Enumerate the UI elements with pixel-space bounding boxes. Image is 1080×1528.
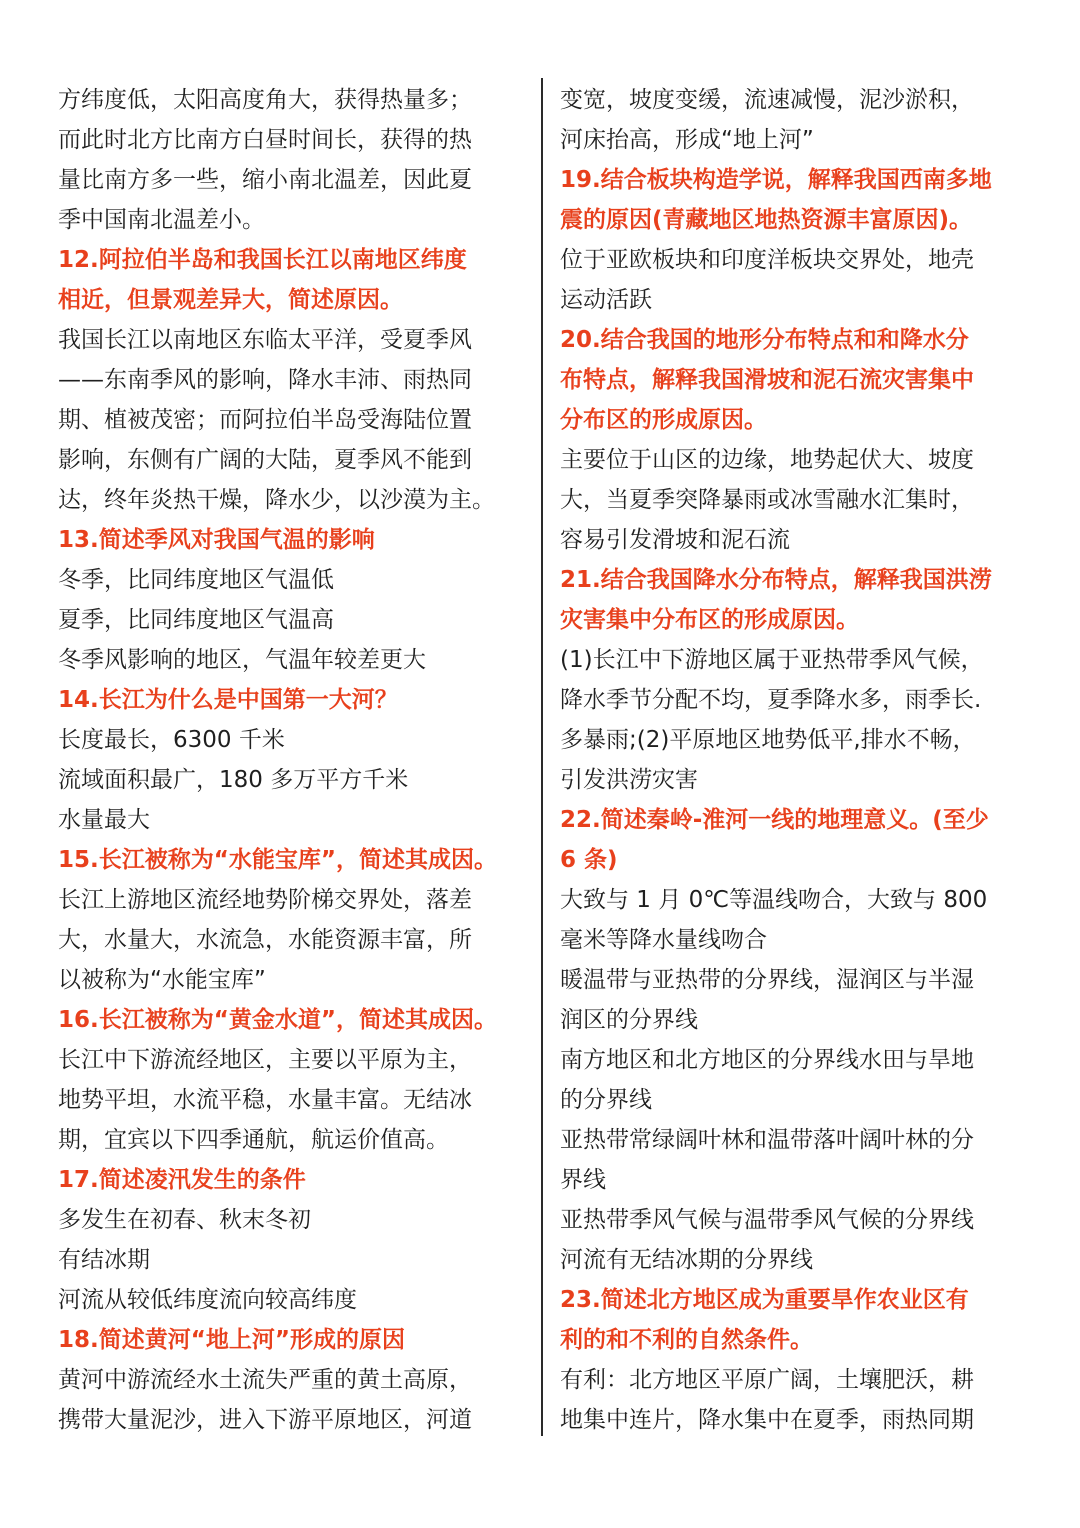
answer-line: 河床抬高，形成“地上河” bbox=[560, 127, 814, 153]
answer-line: 南方地区和北方地区的分界线水田与旱地 bbox=[560, 1047, 974, 1073]
answer-line: 长度最长，6300 千米 bbox=[58, 727, 285, 753]
answer-line: 变宽，坡度变缓，流速减慢，泥沙淤积， bbox=[560, 87, 974, 113]
answer-text bbox=[58, 880, 524, 1000]
answer-line: 季中国南北温差小。 bbox=[58, 207, 265, 233]
question-line: 14.长江为什么是中国第一大河？ bbox=[58, 687, 398, 713]
left-column bbox=[58, 80, 524, 1440]
column-divider bbox=[541, 78, 543, 1436]
question-heading bbox=[58, 1320, 524, 1360]
answer-line: 界线 bbox=[560, 1167, 606, 1193]
answer-text bbox=[58, 560, 524, 680]
answer-line: 流域面积最广，180 多万平方千米 bbox=[58, 767, 409, 793]
answer-line: 地集中连片，降水集中在夏季，雨热同期 bbox=[560, 1407, 974, 1433]
answer-text bbox=[560, 880, 1028, 1280]
question-line: 23.简述北方地区成为重要旱作农业区有 bbox=[560, 1287, 969, 1313]
answer-line: 河流有无结冰期的分界线 bbox=[560, 1247, 813, 1273]
answer-line: 亚热带季风气候与温带季风气候的分界线 bbox=[560, 1207, 974, 1233]
answer-text bbox=[560, 1360, 1028, 1440]
answer-line: 地势平坦，水流平稳，水量丰富。无结冰 bbox=[58, 1087, 472, 1113]
answer-text bbox=[560, 440, 1028, 560]
answer-text bbox=[560, 240, 1028, 320]
question-line: 13.简述季风对我国气温的影响 bbox=[58, 527, 375, 553]
question-line: 18.简述黄河“地上河”形成的原因 bbox=[58, 1327, 405, 1353]
question-heading bbox=[58, 240, 524, 320]
question-heading bbox=[58, 1000, 524, 1040]
question-heading bbox=[560, 320, 1028, 440]
right-column bbox=[560, 80, 1028, 1440]
question-line: 布特点，解释我国滑坡和泥石流灾害集中 bbox=[560, 367, 974, 393]
answer-line: 引发洪涝灾害 bbox=[560, 767, 698, 793]
answer-line: 暖温带与亚热带的分界线，湿润区与半湿 bbox=[560, 967, 974, 993]
answer-line: 冬季风影响的地区，气温年较差更大 bbox=[58, 647, 426, 673]
question-line: 21.结合我国降水分布特点，解释我国洪涝 bbox=[560, 567, 992, 593]
answer-line: 主要位于山区的边缘，地势起伏大、坡度 bbox=[560, 447, 974, 473]
question-heading bbox=[560, 800, 1028, 880]
question-line: 震的原因(青藏地区地热资源丰富原因)。 bbox=[560, 207, 973, 233]
answer-line: 位于亚欧板块和印度洋板块交界处，地壳 bbox=[560, 247, 974, 273]
question-line: 19.结合板块构造学说，解释我国西南多地 bbox=[560, 167, 992, 193]
question-heading bbox=[58, 680, 524, 720]
answer-line: 降水季节分配不均，夏季降水多，雨季长. bbox=[560, 687, 982, 713]
question-heading bbox=[560, 1280, 1028, 1360]
answer-line: 黄河中游流经水土流失严重的黄土高原， bbox=[58, 1367, 472, 1393]
answer-line: 亚热带常绿阔叶林和温带落叶阔叶林的分 bbox=[560, 1127, 974, 1153]
answer-text bbox=[58, 1200, 524, 1320]
answer-text bbox=[58, 80, 524, 240]
question-line: 灾害集中分布区的形成原因。 bbox=[560, 607, 859, 633]
answer-line: 达，终年炎热干燥，降水少，以沙漠为主。 bbox=[58, 487, 495, 513]
answer-line: 运动活跃 bbox=[560, 287, 652, 313]
answer-line: 而此时北方比南方白昼时间长，获得的热 bbox=[58, 127, 472, 153]
answer-line: 毫米等降水量线吻合 bbox=[560, 927, 767, 953]
answer-line: 期、植被茂密；而阿拉伯半岛受海陆位置 bbox=[58, 407, 472, 433]
answer-text bbox=[58, 320, 524, 520]
question-line: 22.简述秦岭-淮河一线的地理意义。(至少 bbox=[560, 807, 989, 833]
answer-line: 容易引发滑坡和泥石流 bbox=[560, 527, 790, 553]
question-heading bbox=[560, 160, 1028, 240]
question-heading bbox=[58, 840, 524, 880]
question-line: 6 条) bbox=[560, 847, 618, 873]
answer-line: 水量最大 bbox=[58, 807, 150, 833]
answer-line: 长江中下游流经地区，主要以平原为主， bbox=[58, 1047, 472, 1073]
answer-line: 夏季，比同纬度地区气温高 bbox=[58, 607, 334, 633]
question-heading bbox=[58, 520, 524, 560]
answer-text bbox=[560, 80, 1028, 160]
answer-line: 有结冰期 bbox=[58, 1247, 150, 1273]
answer-line: 有利：北方地区平原广阔，土壤肥沃，耕 bbox=[560, 1367, 974, 1393]
question-line: 16.长江被称为“黄金水道”，简述其成因。 bbox=[58, 1007, 497, 1033]
answer-line: 以被称为“水能宝库” bbox=[58, 967, 266, 993]
answer-line: 大，当夏季突降暴雨或冰雪融水汇集时， bbox=[560, 487, 974, 513]
answer-text bbox=[560, 640, 1028, 800]
answer-text bbox=[58, 720, 524, 840]
answer-line: 我国长江以南地区东临太平洋，受夏季风 bbox=[58, 327, 472, 353]
answer-line: 期，宜宾以下四季通航，航运价值高。 bbox=[58, 1127, 449, 1153]
question-line: 12.阿拉伯半岛和我国长江以南地区纬度 bbox=[58, 247, 467, 273]
answer-line: 量比南方多一些，缩小南北温差，因此夏 bbox=[58, 167, 472, 193]
answer-line: 大致与 1 月 0℃等温线吻合，大致与 800 bbox=[560, 887, 988, 913]
answer-line: 携带大量泥沙，进入下游平原地区，河道 bbox=[58, 1407, 472, 1433]
question-line: 20.结合我国的地形分布特点和和降水分 bbox=[560, 327, 969, 353]
answer-line: (1)长江中下游地区属于亚热带季风气候， bbox=[560, 647, 984, 673]
question-line: 17.简述凌汛发生的条件 bbox=[58, 1167, 306, 1193]
answer-text bbox=[58, 1040, 524, 1160]
answer-line: 长江上游地区流经地势阶梯交界处，落差 bbox=[58, 887, 472, 913]
answer-line: 的分界线 bbox=[560, 1087, 652, 1113]
answer-line: 多暴雨;(2)平原地区地势低平,排水不畅， bbox=[560, 727, 976, 753]
question-line: 相近，但景观差异大，简述原因。 bbox=[58, 287, 403, 313]
question-line: 分布区的形成原因。 bbox=[560, 407, 767, 433]
question-line: 利的和不利的自然条件。 bbox=[560, 1327, 813, 1353]
answer-line: ——东南季风的影响，降水丰沛、雨热同 bbox=[58, 367, 472, 393]
answer-line: 冬季，比同纬度地区气温低 bbox=[58, 567, 334, 593]
answer-line: 影响，东侧有广阔的大陆，夏季风不能到 bbox=[58, 447, 472, 473]
answer-text bbox=[58, 1360, 524, 1440]
answer-line: 方纬度低，太阳高度角大，获得热量多； bbox=[58, 87, 472, 113]
question-heading bbox=[58, 1160, 524, 1200]
answer-line: 大，水量大，水流急，水能资源丰富，所 bbox=[58, 927, 472, 953]
answer-line: 润区的分界线 bbox=[560, 1007, 698, 1033]
question-line: 15.长江被称为“水能宝库”，简述其成因。 bbox=[58, 847, 497, 873]
question-heading bbox=[560, 560, 1028, 640]
answer-line: 河流从较低纬度流向较高纬度 bbox=[58, 1287, 357, 1313]
answer-line: 多发生在初春、秋末冬初 bbox=[58, 1207, 311, 1233]
